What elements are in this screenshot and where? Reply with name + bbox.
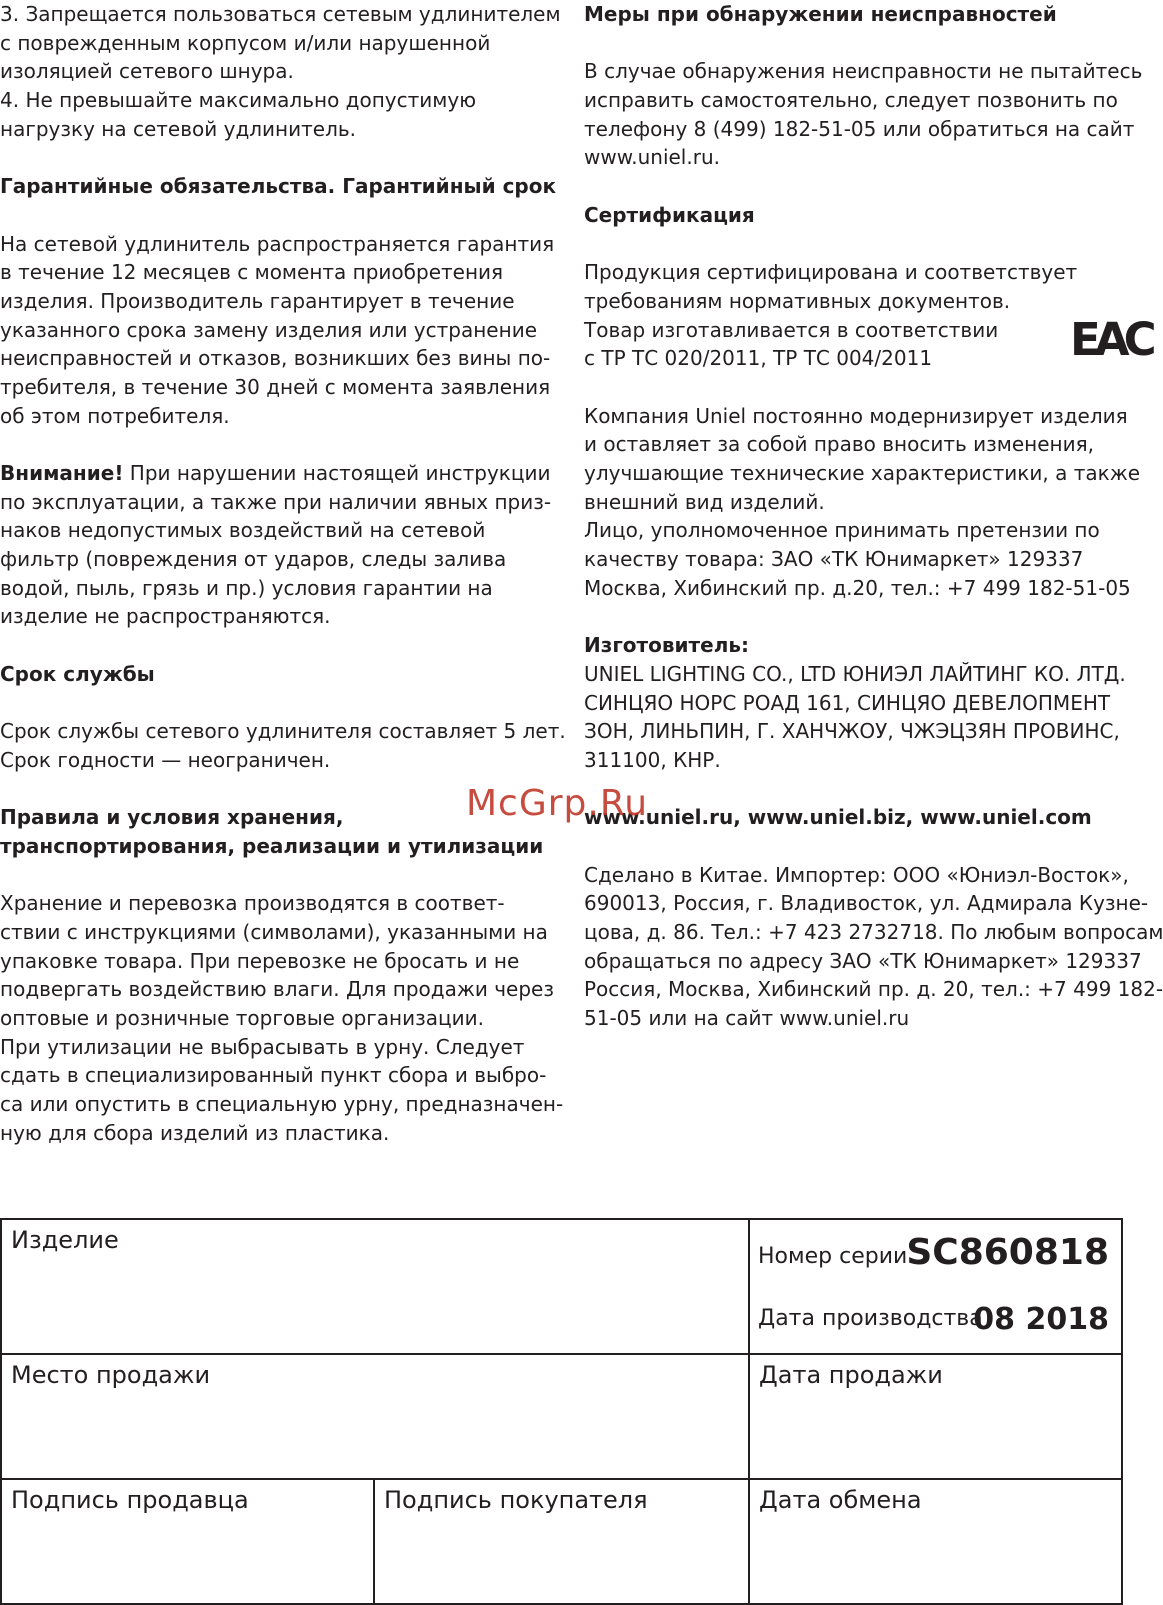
line-text: Продукция сертифицирована и соответствует: [584, 260, 1078, 285]
line-text: 311100, КНР.: [584, 747, 721, 772]
text-line: [0, 373, 551, 402]
line-text: изделие не распространяются.: [0, 604, 331, 629]
right-column: [584, 0, 1163, 1033]
text-line: [584, 316, 1119, 345]
blank-line: [0, 689, 540, 718]
line-text: 690013, Россия, г. Владивосток, ул. Адмирала Кузне-: [584, 891, 1149, 916]
line-text: фильтр (повреждения от ударов, следы залива: [0, 547, 507, 572]
line-text: При утилизации не выбрасывать в урну. Следует: [0, 1034, 525, 1059]
production-date-label: Дата производства: [758, 1306, 983, 1331]
line-text: качеству товара: ЗАО «ТК Юнимаркет» 129337: [584, 547, 1084, 572]
blank-line: [0, 631, 540, 660]
sale-date-cell: [748, 1353, 1123, 1480]
line-text: с поврежденным корпусом и/или нарушенной: [0, 30, 491, 55]
blank-line: [584, 172, 1119, 201]
blank-line: [584, 230, 1119, 259]
serial-value: SC860818: [906, 1232, 1109, 1273]
line-text: упаковке товара. При перевозке не бросать и не: [0, 948, 520, 973]
line-text: водой, пыль, грязь и пр.) условия гарантии на: [0, 575, 493, 600]
line-text: требованиям нормативных документов.: [584, 288, 1011, 313]
serial-cell: [748, 1218, 1123, 1355]
text-line: [0, 574, 540, 603]
text-line: [0, 57, 540, 86]
text-line: [584, 889, 1149, 918]
text-line: [584, 430, 1119, 459]
line-text: оптовые и розничные торговые организации.: [0, 1006, 484, 1031]
text-line: [584, 344, 1119, 373]
text-line: [0, 545, 540, 574]
line-text: с ТР ТС 020/2011, ТР ТС 004/2011: [584, 346, 933, 371]
line-text: Изготовитель:: [584, 633, 749, 658]
text-line: [0, 1061, 547, 1090]
line-text: неисправностей и отказов, возникших без вины по-: [0, 346, 551, 371]
line-text: изоляцией сетевого шнура.: [0, 59, 294, 84]
text-line: [584, 947, 1142, 976]
production-date-value: 08 2018: [973, 1302, 1109, 1337]
line-text: 4. Не превышайте максимально допустимую: [0, 88, 477, 113]
text-line: [584, 861, 1129, 890]
text-line: [584, 516, 1119, 545]
line-text: улучшающие технические характеристики, а также: [584, 461, 1141, 485]
line-text: Срок годности — неограничен.: [0, 747, 331, 772]
line-text: Меры при обнаружении неисправностей: [584, 2, 1057, 26]
text-line: [0, 459, 551, 488]
eac-mark: EAC: [1070, 313, 1151, 366]
line-text: ствии с инструкциями (символами), указанными на: [0, 920, 548, 944]
text-line: [584, 717, 1119, 746]
text-line: [0, 86, 540, 115]
line-text: об этом потребителя.: [0, 403, 230, 428]
line-text: подвергать воздействию влаги. Для продажи через: [0, 977, 554, 1002]
blank-line: [0, 861, 540, 890]
line-text: На сетевой удлинитель распространяется гарантия: [0, 231, 555, 256]
text-line: [0, 287, 540, 316]
text-line: [584, 57, 1143, 86]
line-text: по эксплуатации, а также при наличии явных приз-: [0, 489, 552, 514]
text-line: [584, 459, 1141, 488]
text-line: [0, 746, 540, 775]
text-line: [584, 975, 1163, 1004]
text-line: [584, 258, 1119, 287]
text-line: [584, 918, 1163, 947]
section-heading: [0, 172, 557, 201]
line-text: Хранение и перевозка производятся в соответ-: [0, 891, 505, 916]
line-text: www.uniel.ru.: [584, 145, 720, 170]
line-text: В случае обнаружения неисправности не пытайтесь: [584, 59, 1143, 84]
line-text: Лицо, уполномоченное принимать претензии по: [584, 518, 1100, 543]
warranty-card: [0, 1218, 1123, 1605]
line-text: Срок службы: [0, 661, 155, 686]
blank-line: [0, 430, 540, 459]
line-text: Москва, Хибинский пр. д.20, тел.: +7 499 182-51-05: [584, 575, 1131, 600]
text-line: [584, 115, 1135, 144]
buyer-signature-cell: [373, 1478, 750, 1605]
text-line: [0, 344, 551, 373]
line-text: 3. Запрещается пользоваться сетевым удлинителем: [0, 2, 561, 26]
text-line: [0, 316, 540, 345]
product-cell: [0, 1218, 750, 1355]
blank-line: [0, 201, 540, 230]
text-line: [584, 689, 1119, 718]
line-text: Сертификация: [584, 202, 755, 227]
text-line: [584, 287, 1119, 316]
line-text: ную для сбора изделий из пластика.: [0, 1120, 390, 1145]
line-text: внешний вид изделий.: [584, 489, 825, 514]
text-line: [0, 947, 540, 976]
text-line: [0, 29, 540, 58]
section-heading: [584, 0, 1119, 29]
line-text: исправить самостоятельно, следует позвонить по: [584, 88, 1118, 113]
text-line: [584, 545, 1119, 574]
text-line: [0, 1090, 564, 1119]
seller-signature-cell: [0, 1478, 375, 1605]
seller-signature-label: Подпись продавца: [11, 1486, 249, 1514]
section-heading: [584, 803, 1119, 832]
line-text: и оставляет за собой право вносить изменения,: [584, 432, 1094, 457]
blank-line: [584, 602, 1119, 631]
line-text: телефону 8 (499) 182-51-05 или обратиться на сайт: [584, 116, 1135, 141]
blank-line: [0, 775, 540, 804]
line-text: наков недопустимых воздействий на сетевой: [0, 518, 486, 543]
text-line: [584, 660, 1126, 689]
line-text: Правила и условия хранения,: [0, 805, 344, 830]
text-line: [0, 1119, 540, 1148]
serial-label: Номер серии: [758, 1244, 908, 1269]
blank-line: [0, 143, 540, 172]
line-text: сдать в специализированный пункт сбора и выбро-: [0, 1063, 547, 1088]
text-line: [0, 889, 540, 918]
line-text: изделия. Производитель гарантирует в течение: [0, 288, 515, 313]
text-line: [0, 717, 566, 746]
blank-line: [584, 832, 1119, 861]
line-text: СИНЦЯО НОРС РОАД 161, СИНЦЯО ДЕВЕЛОПМЕНТ: [584, 690, 1111, 715]
line-text: са или опустить в специальную урну, предназначен-: [0, 1092, 564, 1117]
text-line: [0, 230, 555, 259]
text-line: [0, 115, 540, 144]
section-heading: [584, 631, 1119, 660]
line-text: транспортирования, реализации и утилизации: [0, 833, 544, 858]
line-text: 51-05 или на сайт www.uniel.ru: [584, 1006, 910, 1031]
place-of-sale-label: Место продажи: [11, 1361, 211, 1389]
line-text: www.uniel.ru, www.uniel.biz, www.uniel.com: [584, 805, 1092, 830]
text-line: [0, 1033, 540, 1062]
warning-lead: Внимание!: [0, 461, 124, 485]
text-line: [0, 402, 540, 431]
text-line: [0, 918, 548, 947]
watermark: McGrp.Ru: [466, 783, 649, 824]
text-line: [0, 258, 540, 287]
text-line: [584, 402, 1128, 431]
text-line: [0, 1004, 540, 1033]
text-line: [584, 746, 1119, 775]
text-line: [0, 602, 540, 631]
line-text: ЗОН, ЛИНЬПИН, Г. ХАНЧЖОУ, ЧЖЭЦЗЯН ПРОВИНС,: [584, 719, 1120, 744]
line-text: UNIEL LIGHTING CO., LTD ЮНИЭЛ ЛАЙТИНГ КО. ЛТД.: [584, 661, 1126, 686]
text-line: [0, 516, 540, 545]
text-line: [584, 574, 1131, 603]
section-heading: [0, 660, 540, 689]
line-text: Гарантийные обязательства. Гарантийный срок: [0, 174, 557, 199]
text-line: [584, 488, 1119, 517]
product-label: Изделие: [11, 1226, 119, 1254]
line-text: требителя, в течение 30 дней с момента заявления: [0, 374, 551, 399]
text-line: [584, 143, 1119, 172]
text-line: [0, 0, 561, 29]
line-text: цова, д. 86. Тел.: +7 423 2732718. По любым вопросам: [584, 920, 1163, 944]
line-text: обращаться по адресу ЗАО «ТК Юнимаркет» 129337: [584, 948, 1142, 973]
buyer-signature-label: Подпись покупателя: [384, 1486, 648, 1514]
text-line: [0, 488, 552, 517]
exchange-date-cell: [748, 1478, 1123, 1605]
section-heading: [584, 201, 1119, 230]
blank-line: [584, 29, 1119, 58]
line-text: При нарушении настоящей инструкции: [123, 461, 551, 485]
sale-date-label: Дата продажи: [759, 1361, 943, 1389]
line-text: Компания Uniel постоянно модернизирует изделия: [584, 403, 1128, 428]
line-text: указанного срока замену изделия или устранение: [0, 317, 537, 342]
section-heading: [0, 832, 544, 861]
place-of-sale-cell: [0, 1353, 750, 1480]
exchange-date-label: Дата обмена: [759, 1486, 922, 1514]
text-line: [0, 975, 554, 1004]
line-text: Сделано в Китае. Импортер: ООО «Юниэл-Восток»,: [584, 862, 1129, 887]
line-text: Товар изготавливается в соответствии: [584, 317, 999, 342]
line-text: Россия, Москва, Хибинский пр. д. 20, тел.: +7 499 182-: [584, 977, 1163, 1002]
section-heading: [0, 803, 540, 832]
text-line: [584, 1004, 1119, 1033]
line-text: нагрузку на сетевой удлинитель.: [0, 116, 357, 141]
line-text: Срок службы сетевого удлинителя составляет 5 лет.: [0, 719, 566, 744]
text-line: [584, 86, 1119, 115]
blank-line: [584, 775, 1119, 804]
line-text: в течение 12 месяцев с момента приобретения: [0, 260, 504, 285]
blank-line: [584, 373, 1119, 402]
